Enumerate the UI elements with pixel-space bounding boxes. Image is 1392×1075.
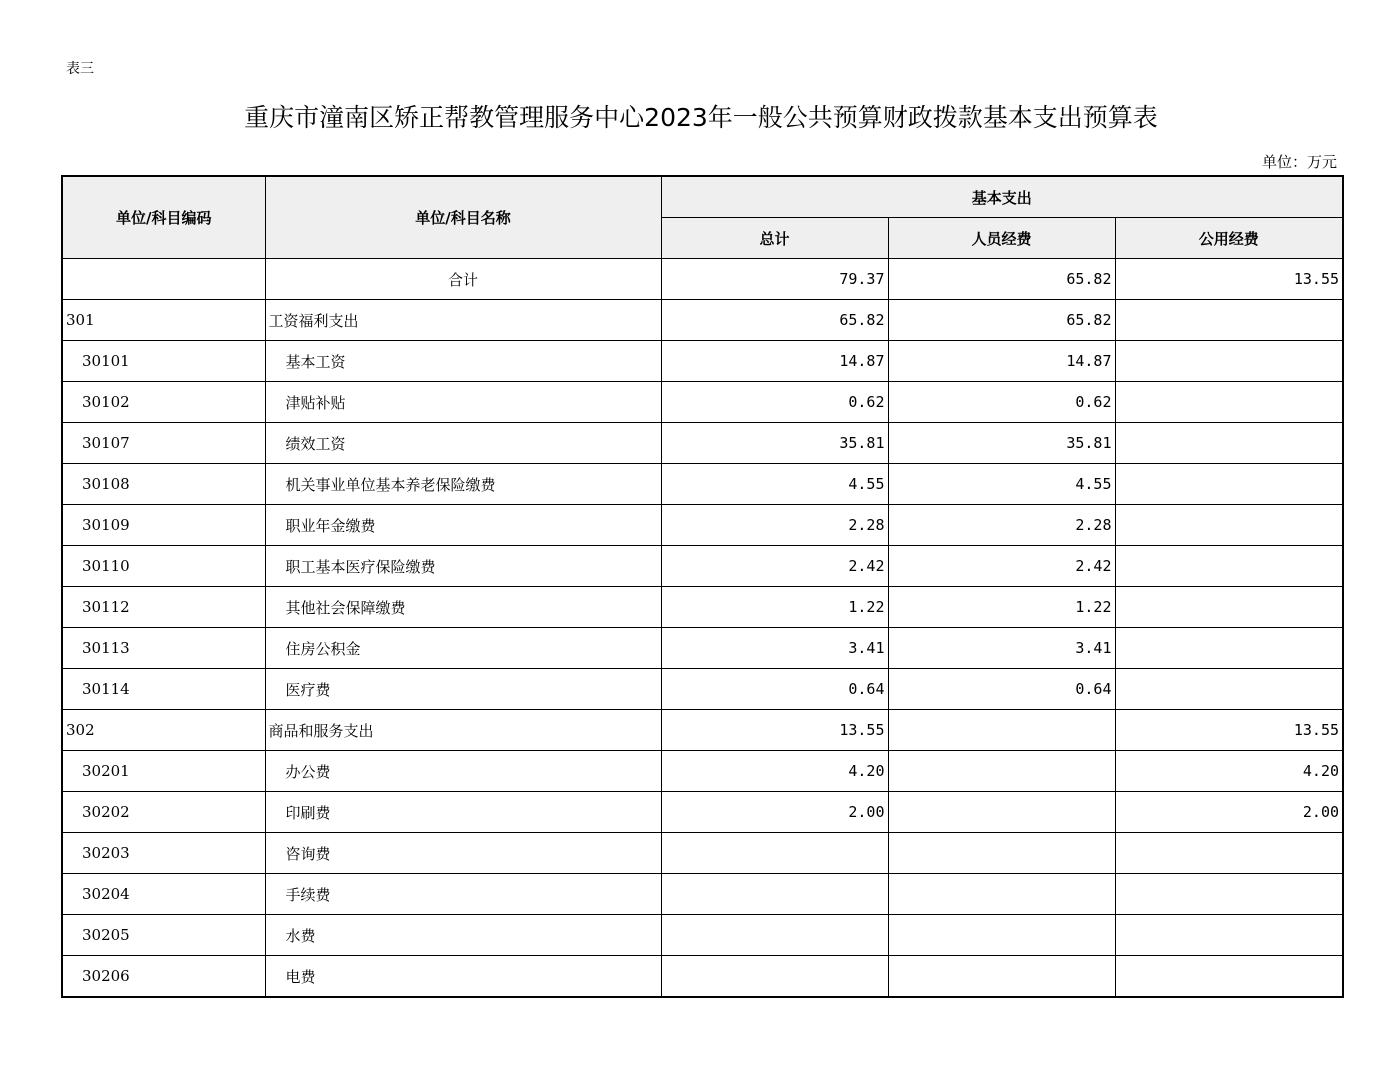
cell-total [661,915,888,956]
cell-total: 79.37 [661,259,888,300]
cell-name: 机关事业单位基本养老保险缴费 [265,464,661,505]
table-row [62,710,1343,751]
table-row [62,669,1343,710]
cell-personnel [888,751,1115,792]
table-row [62,300,1343,341]
header-basic-expenditure: 基本支出 [661,176,1343,218]
cell-public [1115,956,1343,998]
cell-public: 13.55 [1115,710,1343,751]
cell-code: 301 [62,300,265,341]
cell-personnel [888,833,1115,874]
cell-name: 住房公积金 [265,628,661,669]
cell-total [661,874,888,915]
cell-code: 30102 [62,382,265,423]
table-row [62,423,1343,464]
cell-name: 职业年金缴费 [265,505,661,546]
page-title: 重庆市潼南区矫正帮教管理服务中心2023年一般公共预算财政拨款基本支出预算表 [244,103,1158,132]
cell-personnel: 4.55 [888,464,1115,505]
cell-public [1115,833,1343,874]
cell-total: 13.55 [661,710,888,751]
cell-code: 30205 [62,915,265,956]
header-code: 单位/科目编码 [62,176,265,259]
cell-code: 30113 [62,628,265,669]
cell-code: 30201 [62,751,265,792]
cell-total: 2.00 [661,792,888,833]
cell-name: 印刷费 [265,792,661,833]
cell-code: 30108 [62,464,265,505]
cell-personnel: 1.22 [888,587,1115,628]
cell-code: 302 [62,710,265,751]
cell-code: 30101 [62,341,265,382]
cell-name: 办公费 [265,751,661,792]
cell-public [1115,300,1343,341]
cell-code: 30110 [62,546,265,587]
cell-name: 合计 [265,259,661,300]
cell-name: 商品和服务支出 [265,710,661,751]
cell-code: 30204 [62,874,265,915]
cell-total: 0.64 [661,669,888,710]
cell-public: 13.55 [1115,259,1343,300]
header-name: 单位/科目名称 [265,176,661,259]
cell-public [1115,874,1343,915]
table-header [62,176,1343,259]
cell-total: 35.81 [661,423,888,464]
cell-personnel [888,956,1115,998]
cell-personnel [888,710,1115,751]
cell-personnel [888,792,1115,833]
budget-table [61,175,1344,998]
cell-personnel [888,874,1115,915]
cell-name: 绩效工资 [265,423,661,464]
cell-public [1115,382,1343,423]
table-row [62,915,1343,956]
cell-personnel: 14.87 [888,341,1115,382]
unit-label: 单位：万元 [1261,153,1337,171]
table-row [62,464,1343,505]
cell-code: 30112 [62,587,265,628]
table-row [62,505,1343,546]
cell-total: 4.20 [661,751,888,792]
table-row [62,751,1343,792]
cell-public: 2.00 [1115,792,1343,833]
cell-name: 水费 [265,915,661,956]
header-personnel: 人员经费 [888,218,1115,259]
cell-public [1115,587,1343,628]
table-row [62,259,1343,300]
cell-total [661,956,888,998]
cell-code: 30202 [62,792,265,833]
table-row [62,833,1343,874]
cell-total: 65.82 [661,300,888,341]
table-row [62,874,1343,915]
table-row [62,341,1343,382]
cell-code: 30203 [62,833,265,874]
cell-total: 4.55 [661,464,888,505]
header-total: 总计 [661,218,888,259]
table-body [62,259,1343,998]
cell-name: 其他社会保障缴费 [265,587,661,628]
cell-name: 咨询费 [265,833,661,874]
cell-name: 工资福利支出 [265,300,661,341]
cell-public: 4.20 [1115,751,1343,792]
cell-public [1115,464,1343,505]
header-public: 公用经费 [1115,218,1343,259]
cell-personnel: 65.82 [888,300,1115,341]
cell-code: 30114 [62,669,265,710]
cell-code: 30206 [62,956,265,998]
cell-total: 3.41 [661,628,888,669]
cell-name: 津贴补贴 [265,382,661,423]
cell-personnel: 2.42 [888,546,1115,587]
cell-public [1115,505,1343,546]
cell-total: 0.62 [661,382,888,423]
cell-total: 14.87 [661,341,888,382]
cell-name: 医疗费 [265,669,661,710]
cell-public [1115,546,1343,587]
cell-name: 职工基本医疗保险缴费 [265,546,661,587]
cell-total [661,833,888,874]
cell-personnel: 35.81 [888,423,1115,464]
cell-public [1115,423,1343,464]
cell-total: 2.28 [661,505,888,546]
table-row [62,546,1343,587]
cell-public [1115,669,1343,710]
table-row [62,587,1343,628]
cell-personnel: 3.41 [888,628,1115,669]
cell-public [1115,628,1343,669]
cell-name: 手续费 [265,874,661,915]
cell-total: 2.42 [661,546,888,587]
cell-public [1115,341,1343,382]
table-row [62,628,1343,669]
cell-code: 30109 [62,505,265,546]
sheet-label: 表三 [66,61,94,77]
cell-personnel: 65.82 [888,259,1115,300]
cell-personnel: 0.64 [888,669,1115,710]
cell-name: 基本工资 [265,341,661,382]
cell-personnel [888,915,1115,956]
table-row [62,792,1343,833]
cell-public [1115,915,1343,956]
cell-personnel: 2.28 [888,505,1115,546]
table-row [62,956,1343,998]
cell-total: 1.22 [661,587,888,628]
cell-code: 30107 [62,423,265,464]
cell-code [62,259,265,300]
cell-personnel: 0.62 [888,382,1115,423]
table-row [62,382,1343,423]
cell-name: 电费 [265,956,661,998]
